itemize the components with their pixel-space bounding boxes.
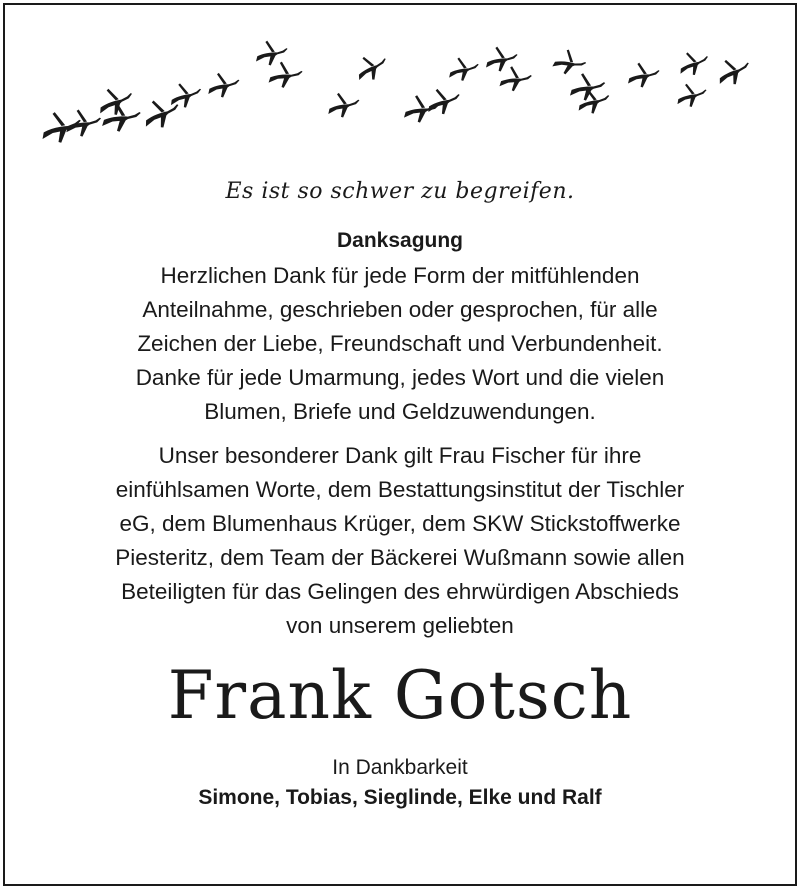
text-line: einfühlsamen Worte, dem Bestattungsinstitut der Tischler	[115, 477, 685, 502]
crane-8	[253, 38, 289, 67]
crane-21	[674, 80, 710, 110]
signers: Simone, Tobias, Sieglinde, Elke und Ralf	[198, 786, 602, 809]
text-line: Unser besonderer Dank gilt Frau Fischer für ihre	[158, 443, 642, 468]
notice-content	[5, 177, 795, 813]
flying-cranes-icon	[5, 5, 795, 165]
crane-20	[625, 60, 661, 89]
text-line: Piesteritz, dem Team der Bäckerei Wußmann sowie allen	[115, 545, 685, 570]
text-line: Blumen, Briefe und Geldzuwendungen.	[204, 399, 596, 424]
crane-16	[498, 65, 533, 92]
crane-2	[63, 107, 103, 139]
crane-22	[675, 47, 712, 79]
text-line: Danke für jede Umarmung, jedes Wort und die vielen	[135, 365, 665, 390]
thanks-paragraph-2	[40, 439, 760, 643]
text-line: Beteiligten für das Gelingen des ehrwürdigen Abschieds	[121, 579, 679, 604]
text-line: Zeichen der Liebe, Freundschaft und Verbundenheit.	[137, 331, 663, 356]
closing-phrase: In Dankbarkeit	[332, 756, 468, 779]
thanks-paragraph-1	[40, 259, 760, 429]
crane-23	[712, 52, 754, 89]
crane-13	[423, 84, 463, 118]
obituary-notice-frame	[3, 3, 797, 886]
text-line: eG, dem Blumenhaus Krüger, dem SKW Stickstoffwerke	[119, 511, 681, 536]
crane-7	[205, 70, 242, 100]
crane-3	[94, 82, 137, 119]
motto: Es ist so schwer zu begreifen.	[225, 179, 575, 204]
crane-10	[325, 90, 362, 120]
crane-14	[446, 54, 481, 83]
crane-17	[552, 48, 588, 77]
crane-12	[402, 93, 441, 124]
crane-15	[483, 44, 519, 73]
crane-6	[166, 79, 204, 111]
text-line: Herzlichen Dank für jede Form der mitfühlenden	[160, 263, 640, 288]
heading-danksagung: Danksagung	[336, 229, 464, 252]
text-line: Anteilnahme, geschrieben oder gesprochen, für alle	[142, 297, 658, 322]
crane-18	[568, 71, 607, 102]
crane-11	[351, 49, 391, 86]
crane-9	[267, 60, 303, 89]
deceased-name: Frank Gotsch	[167, 657, 633, 734]
text-line: von unserem geliebten	[286, 613, 514, 638]
